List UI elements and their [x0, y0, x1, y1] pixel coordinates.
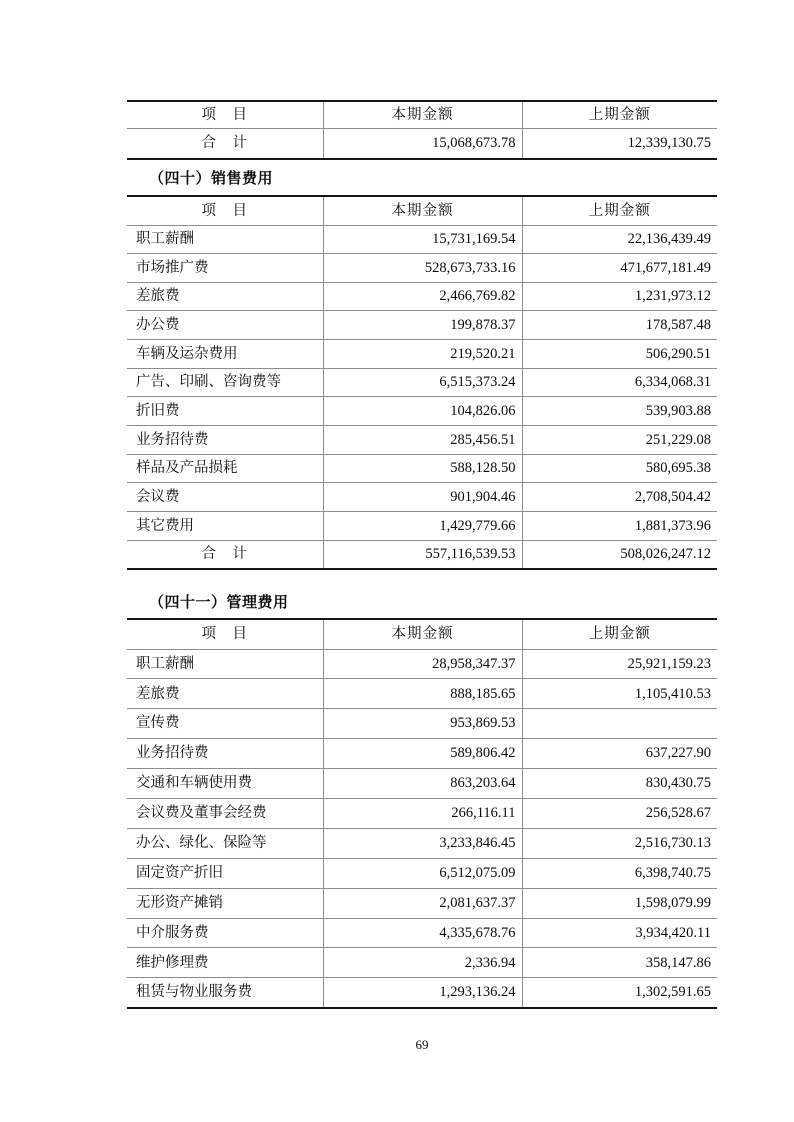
prior-amount-cell: 178,587.48 — [522, 311, 717, 340]
item-cell: 职工薪酬 — [127, 649, 323, 679]
item-cell: 市场推广费 — [127, 254, 323, 283]
table-row — [127, 769, 717, 799]
item-cell: 差旅费 — [127, 679, 323, 709]
prior-amount-cell: 637,227.90 — [522, 739, 717, 769]
prior-period-header-cell: 上期金额 — [522, 101, 717, 128]
current-amount-cell: 589,806.42 — [323, 739, 522, 769]
prior-amount-cell: 25,921,159.23 — [522, 649, 717, 679]
item-cell: 中介服务费 — [127, 918, 323, 948]
table-row — [127, 397, 717, 426]
table-header-row — [127, 196, 717, 225]
total-row — [127, 128, 717, 159]
table-row — [127, 340, 717, 369]
prior-amount-cell: 471,677,181.49 — [522, 254, 717, 283]
current-period-header-cell: 本期金额 — [323, 619, 522, 649]
total-label-cell: 合 计 — [127, 128, 323, 159]
table-row — [127, 709, 717, 739]
current-period-header-cell: 本期金额 — [323, 196, 522, 225]
current-amount-cell: 285,456.51 — [323, 426, 522, 455]
table-row — [127, 858, 717, 888]
item-header-cell: 项 目 — [127, 101, 323, 128]
current-amount-cell: 2,466,769.82 — [323, 282, 522, 311]
prior-amount-cell: 256,528.67 — [522, 798, 717, 828]
current-amount-cell: 1,293,136.24 — [323, 978, 522, 1008]
table-row — [127, 483, 717, 512]
prior-amount-cell: 251,229.08 — [522, 426, 717, 455]
table-row — [127, 888, 717, 918]
item-cell: 交通和车辆使用费 — [127, 769, 323, 799]
current-amount-cell: 28,958,347.37 — [323, 649, 522, 679]
item-cell: 样品及产品损耗 — [127, 454, 323, 483]
table-row — [127, 828, 717, 858]
table-header-row — [127, 619, 717, 649]
current-amount-cell: 901,904.46 — [323, 483, 522, 512]
current-amount-cell: 6,512,075.09 — [323, 858, 522, 888]
item-cell: 业务招待费 — [127, 426, 323, 455]
prior-amount-cell: 1,231,973.12 — [522, 282, 717, 311]
item-cell: 无形资产摊销 — [127, 888, 323, 918]
table-row — [127, 454, 717, 483]
current-amount-cell: 3,233,846.45 — [323, 828, 522, 858]
table-row — [127, 679, 717, 709]
item-cell: 业务招待费 — [127, 739, 323, 769]
table-row — [127, 254, 717, 283]
page-number: 69 — [415, 1037, 429, 1052]
item-header-cell: 项 目 — [127, 196, 323, 225]
section-title-selling-expenses: （四十）销售费用 — [149, 171, 274, 187]
table-row — [127, 649, 717, 679]
current-amount-cell: 2,081,637.37 — [323, 888, 522, 918]
item-cell: 广告、印刷、咨询费等 — [127, 368, 323, 397]
prior-amount-cell: 580,695.38 — [522, 454, 717, 483]
prior-amount-cell: 6,334,068.31 — [522, 368, 717, 397]
current-amount-cell: 557,116,539.53 — [323, 540, 522, 569]
item-cell: 宣传费 — [127, 709, 323, 739]
item-cell: 办公费 — [127, 311, 323, 340]
table-row — [127, 798, 717, 828]
prior-amount-cell: 1,302,591.65 — [634, 984, 711, 1001]
table-row — [127, 512, 717, 541]
item-cell: 差旅费 — [127, 282, 323, 311]
current-amount-cell: 863,203.64 — [323, 769, 522, 799]
item-cell: 办公、绿化、保险等 — [127, 828, 323, 858]
prior-amount-cell: 22,136,439.49 — [522, 225, 717, 254]
prior-amount-cell: 3,934,420.11 — [522, 918, 717, 948]
item-cell: 车辆及运杂费用 — [127, 340, 323, 369]
prior-amount-cell: 358,147.86 — [522, 948, 717, 978]
table-row — [127, 225, 717, 254]
total-row — [127, 540, 717, 569]
item-cell: 会议费及董事会经费 — [127, 798, 323, 828]
table-header-row — [127, 101, 717, 128]
prior-amount-cell: 830,430.75 — [522, 769, 717, 799]
current-period-header-cell: 本期金额 — [323, 101, 522, 128]
prior-period-header-cell: 上期金额 — [522, 196, 717, 225]
current-amount-cell: 15,731,169.54 — [323, 225, 522, 254]
current-amount-cell: 528,673,733.16 — [323, 254, 522, 283]
table-row — [127, 948, 717, 978]
carryover-total-table — [127, 100, 717, 160]
prior-amount-cell: 1,598,079.99 — [522, 888, 717, 918]
current-amount-cell: 888,185.65 — [323, 679, 522, 709]
prior-amount-cell: 2,516,730.13 — [522, 828, 717, 858]
prior-amount-cell: 1,105,410.53 — [522, 679, 717, 709]
prior-amount-cell — [522, 709, 717, 739]
item-cell: 其它费用 — [127, 512, 323, 541]
table-row — [127, 368, 717, 397]
prior-amount-cell: 539,903.88 — [522, 397, 717, 426]
item-header-cell: 项 目 — [127, 619, 323, 649]
current-amount-cell: 219,520.21 — [323, 340, 522, 369]
current-amount-cell: 266,116.11 — [323, 798, 522, 828]
table-row — [127, 739, 717, 769]
current-amount-cell: 588,128.50 — [323, 454, 522, 483]
prior-amount-cell: 6,398,740.75 — [522, 858, 717, 888]
current-amount-cell: 4,335,678.76 — [323, 918, 522, 948]
current-amount-cell: 2,336.94 — [323, 948, 522, 978]
current-amount-cell: 6,515,373.24 — [323, 368, 522, 397]
selling-expenses-table — [127, 195, 717, 570]
current-amount-cell: 15,068,673.78 — [323, 128, 522, 159]
current-amount-cell: 199,878.37 — [323, 311, 522, 340]
prior-amount-cell: 2,708,504.42 — [522, 483, 717, 512]
item-cell: 职工薪酬 — [127, 225, 323, 254]
item-cell: 维护修理费 — [127, 948, 323, 978]
table-row — [127, 978, 717, 1008]
admin-expenses-table — [127, 618, 717, 1009]
total-label-cell: 合 计 — [127, 540, 323, 569]
item-cell: 折旧费 — [127, 397, 323, 426]
table-row — [127, 918, 717, 948]
prior-period-header-cell: 上期金额 — [522, 619, 717, 649]
prior-amount-cell: 12,339,130.75 — [627, 135, 711, 151]
table-row — [127, 311, 717, 340]
table-row — [127, 426, 717, 455]
prior-amount-cell: 506,290.51 — [522, 340, 717, 369]
item-cell: 租赁与物业服务费 — [127, 978, 323, 1008]
current-amount-cell: 953,869.53 — [323, 709, 522, 739]
current-amount-cell: 1,429,779.66 — [323, 512, 522, 541]
table-row — [127, 282, 717, 311]
prior-amount-cell: 1,881,373.96 — [522, 512, 717, 541]
current-amount-cell: 104,826.06 — [323, 397, 522, 426]
item-cell: 固定资产折旧 — [127, 858, 323, 888]
item-cell: 会议费 — [127, 483, 323, 512]
section-title-admin-expenses: （四十一）管理费用 — [149, 595, 289, 611]
prior-amount-cell: 508,026,247.12 — [620, 546, 711, 563]
